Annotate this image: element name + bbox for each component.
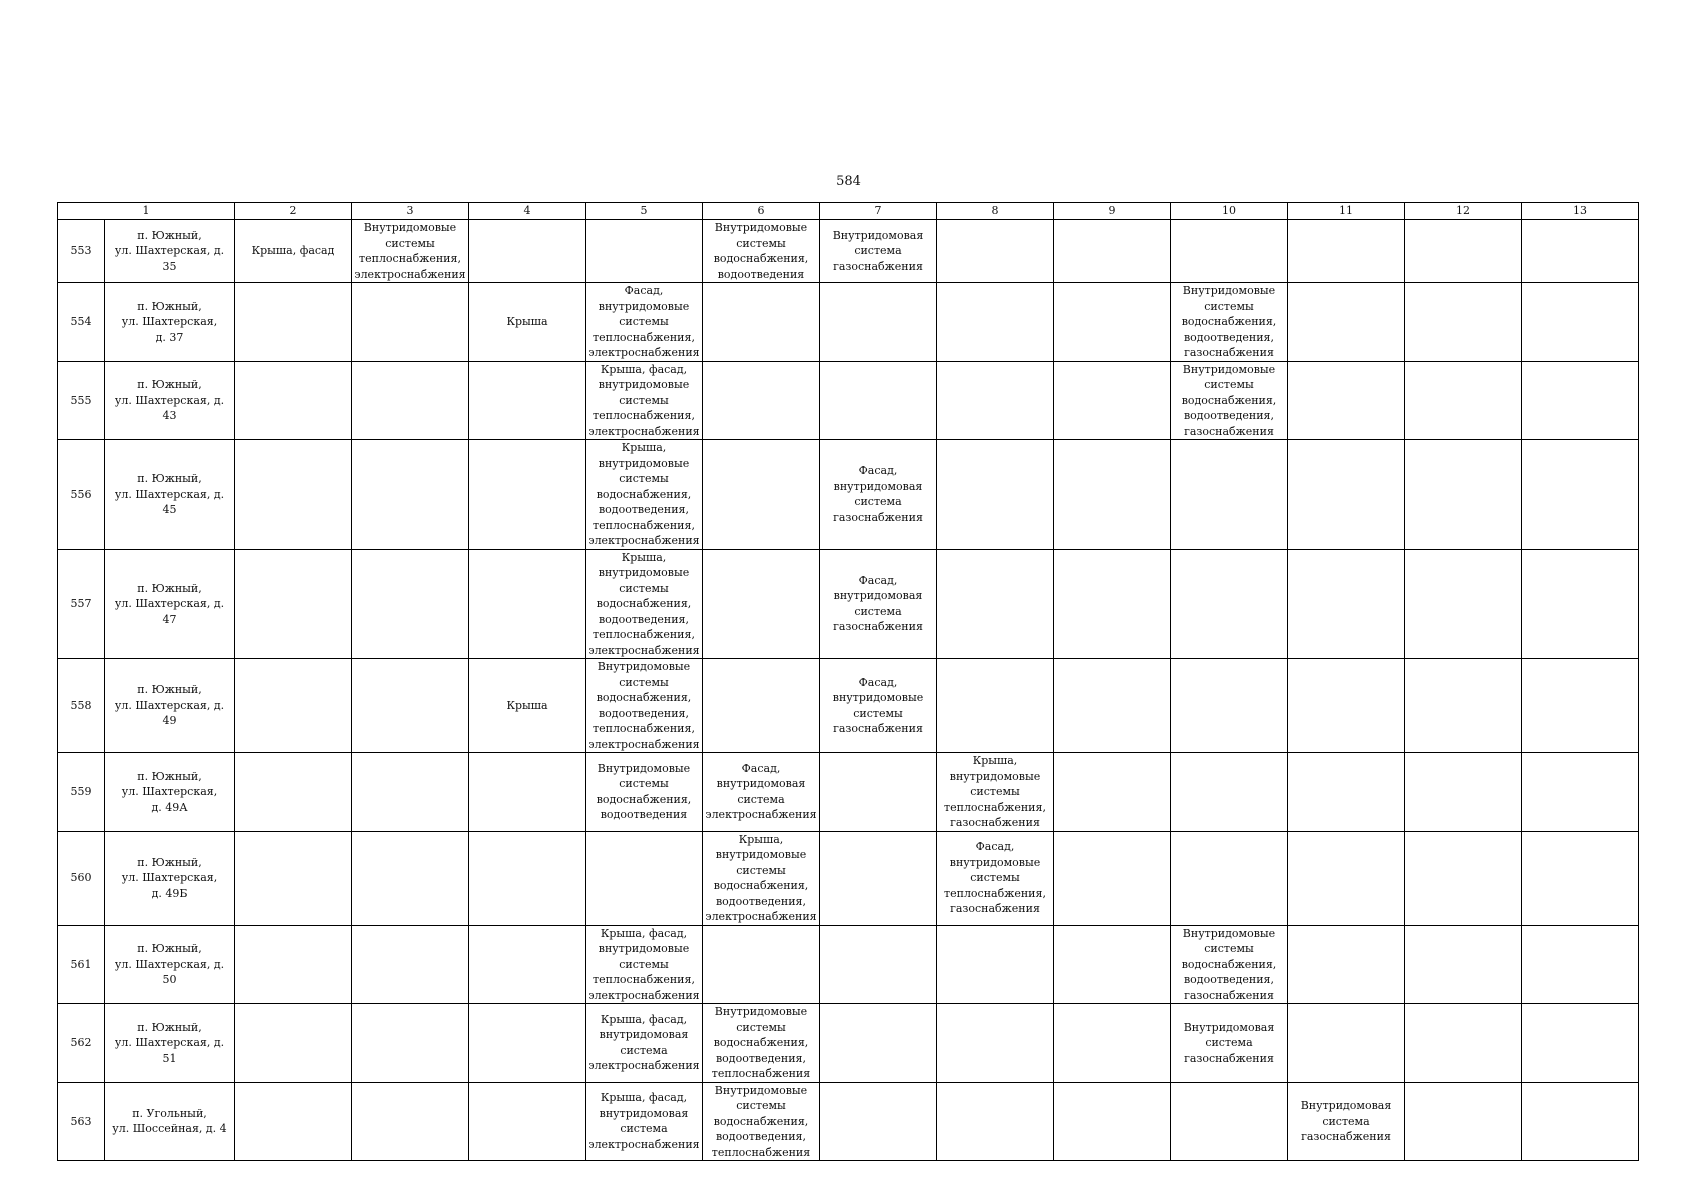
work-cell [1522,361,1639,440]
work-cell [820,361,937,440]
repair-schedule-table [57,202,1639,1161]
work-cell [352,283,469,362]
work-cell [703,659,820,753]
work-cell [703,925,820,1004]
work-cell [469,753,586,832]
work-cell [1405,220,1522,283]
work-cell: Внутридомовые системы водоснабжения, водоотведения [586,753,703,832]
work-cell: Внутридомовые системы водоснабжения, водоотведения [703,220,820,283]
work-cell [1288,283,1405,362]
table-row [58,753,1639,832]
work-cell [1288,831,1405,925]
work-cell: Внутридомовые системы водоснабжения, водоотведения, газоснабжения [1171,283,1288,362]
work-cell [235,1004,352,1083]
work-cell [469,220,586,283]
work-cell [352,1004,469,1083]
column-header: 4 [469,203,586,220]
work-cell [352,1082,469,1161]
work-cell [1054,549,1171,659]
work-cell [469,1082,586,1161]
work-cell: Крыша, внутридомовые системы водоснабжения, водоотведения, теплоснабжения, электроснабжения [586,549,703,659]
work-cell [235,440,352,550]
column-header: 13 [1522,203,1639,220]
column-header: 6 [703,203,820,220]
column-header: 5 [586,203,703,220]
work-cell [1288,659,1405,753]
work-cell [235,925,352,1004]
work-cell [703,361,820,440]
work-cell [1288,440,1405,550]
work-cell [937,549,1054,659]
work-cell: Внутридомовые системы водоснабжения, водоотведения, теплоснабжения [703,1004,820,1083]
column-number-row [58,203,1639,220]
work-cell [1288,361,1405,440]
address-cell: п. Южный, ул. Шахтерская, д. 49Б [105,831,235,925]
work-cell [235,1082,352,1161]
column-header: 12 [1405,203,1522,220]
work-cell [820,753,937,832]
work-cell [235,659,352,753]
work-cell [1288,925,1405,1004]
column-header: 8 [937,203,1054,220]
work-cell [1522,1004,1639,1083]
work-cell [937,220,1054,283]
work-cell [703,549,820,659]
work-cell [1054,440,1171,550]
row-number-cell: 554 [58,283,105,362]
address-cell: п. Южный, ул. Шахтерская, д. 37 [105,283,235,362]
work-cell [1171,1082,1288,1161]
table-row [58,361,1639,440]
work-cell [937,925,1054,1004]
address-cell: п. Южный, ул. Шахтерская, д. 47 [105,549,235,659]
work-cell: Крыша, фасад, внутридомовые системы теплоснабжения, электроснабжения [586,361,703,440]
work-cell [1405,1082,1522,1161]
work-cell [1054,925,1171,1004]
address-cell: п. Южный, ул. Шахтерская, д. 45 [105,440,235,550]
work-cell: Крыша [469,659,586,753]
work-cell [820,925,937,1004]
work-cell [1288,220,1405,283]
work-cell [937,440,1054,550]
work-cell [1405,831,1522,925]
work-cell: Крыша, фасад, внутридомовая система электроснабжения [586,1004,703,1083]
work-cell: Внутридомовые системы водоснабжения, водоотведения, газоснабжения [1171,925,1288,1004]
work-cell: Крыша, фасад, внутридомовая система электроснабжения [586,1082,703,1161]
address-cell: п. Угольный, ул. Шоссейная, д. 4 [105,1082,235,1161]
work-cell [469,549,586,659]
work-cell: Фасад, внутридомовые системы газоснабжения [820,659,937,753]
table-body [58,203,1639,1161]
work-cell [1171,440,1288,550]
work-cell: Внутридомовая система газоснабжения [1171,1004,1288,1083]
table-row [58,831,1639,925]
table-row [58,549,1639,659]
row-number-cell: 560 [58,831,105,925]
work-cell [352,361,469,440]
work-cell: Крыша, внутридомовые системы водоснабжения, водоотведения, электроснабжения [703,831,820,925]
address-cell: п. Южный, ул. Шахтерская, д. 35 [105,220,235,283]
work-cell [1405,549,1522,659]
work-cell [469,831,586,925]
work-cell: Фасад, внутридомовая система электроснабжения [703,753,820,832]
work-cell [937,283,1054,362]
row-number-cell: 562 [58,1004,105,1083]
table-row [58,1082,1639,1161]
work-cell [352,440,469,550]
work-cell [352,925,469,1004]
work-cell [820,831,937,925]
work-cell [1522,220,1639,283]
work-cell: Внутридомовая система газоснабжения [1288,1082,1405,1161]
work-cell: Фасад, внутридомовая система газоснабжения [820,549,937,659]
work-cell [937,1082,1054,1161]
work-cell [1405,283,1522,362]
work-cell [1522,283,1639,362]
work-cell [1522,549,1639,659]
work-cell: Внутридомовые системы водоснабжения, водоотведения, газоснабжения [1171,361,1288,440]
column-header: 9 [1054,203,1171,220]
work-cell: Внутридомовая система газоснабжения [820,220,937,283]
work-cell [1522,659,1639,753]
column-header: 10 [1171,203,1288,220]
work-cell [703,440,820,550]
work-cell [1054,1004,1171,1083]
work-cell [937,1004,1054,1083]
work-cell [352,753,469,832]
work-cell [1522,440,1639,550]
row-number-cell: 556 [58,440,105,550]
work-cell [1054,659,1171,753]
table-row [58,925,1639,1004]
work-cell [1054,283,1171,362]
work-cell [235,753,352,832]
work-cell: Крыша, фасад [235,220,352,283]
work-cell: Крыша, внутридомовые системы водоснабжения, водоотведения, теплоснабжения, электроснабжения [586,440,703,550]
work-cell [586,831,703,925]
work-cell [1171,831,1288,925]
work-cell [1054,753,1171,832]
work-cell [1405,1004,1522,1083]
work-cell [1171,549,1288,659]
address-cell: п. Южный, ул. Шахтерская, д. 49А [105,753,235,832]
work-cell: Фасад, внутридомовые системы теплоснабжения, газоснабжения [937,831,1054,925]
work-cell [1522,753,1639,832]
row-number-cell: 557 [58,549,105,659]
work-cell [1522,831,1639,925]
work-cell: Внутридомовые системы водоснабжения, водоотведения, теплоснабжения, электроснабжения [586,659,703,753]
work-cell [235,361,352,440]
work-cell [1288,549,1405,659]
work-cell [235,283,352,362]
table-row [58,1004,1639,1083]
table-row [58,283,1639,362]
work-cell [1054,361,1171,440]
work-cell [1522,925,1639,1004]
work-cell [235,549,352,659]
work-cell [1171,659,1288,753]
work-cell: Фасад, внутридомовые системы теплоснабжения, электроснабжения [586,283,703,362]
work-cell [820,1004,937,1083]
column-header: 1 [58,203,235,220]
work-cell [937,361,1054,440]
work-cell [1405,925,1522,1004]
work-cell [1288,753,1405,832]
work-cell [1171,220,1288,283]
column-header: 2 [235,203,352,220]
work-cell [1405,753,1522,832]
table-row [58,440,1639,550]
row-number-cell: 553 [58,220,105,283]
work-cell [1054,220,1171,283]
work-cell [469,440,586,550]
work-cell [703,283,820,362]
work-cell [352,831,469,925]
page-number: 584 [836,174,861,189]
work-cell: Фасад, внутридомовая система газоснабжения [820,440,937,550]
column-header: 3 [352,203,469,220]
work-cell [1054,831,1171,925]
work-cell [937,659,1054,753]
work-cell [586,220,703,283]
work-cell [352,549,469,659]
work-cell [1288,1004,1405,1083]
work-cell [1405,659,1522,753]
work-cell [352,659,469,753]
work-cell: Внутридомовые системы теплоснабжения, электроснабжения [352,220,469,283]
work-cell: Крыша [469,283,586,362]
row-number-cell: 561 [58,925,105,1004]
table-row [58,220,1639,283]
work-cell [1171,753,1288,832]
work-cell [820,283,937,362]
work-cell [469,925,586,1004]
column-header: 7 [820,203,937,220]
address-cell: п. Южный, ул. Шахтерская, д. 50 [105,925,235,1004]
row-number-cell: 563 [58,1082,105,1161]
work-cell [1405,440,1522,550]
work-cell [1405,361,1522,440]
table-row [58,659,1639,753]
work-cell: Внутридомовые системы водоснабжения, водоотведения, теплоснабжения [703,1082,820,1161]
work-cell [1522,1082,1639,1161]
address-cell: п. Южный, ул. Шахтерская, д. 49 [105,659,235,753]
row-number-cell: 559 [58,753,105,832]
address-cell: п. Южный, ул. Шахтерская, д. 43 [105,361,235,440]
work-cell [1054,1082,1171,1161]
address-cell: п. Южный, ул. Шахтерская, д. 51 [105,1004,235,1083]
row-number-cell: 558 [58,659,105,753]
work-cell [235,831,352,925]
column-header: 11 [1288,203,1405,220]
work-cell [820,1082,937,1161]
work-cell: Крыша, внутридомовые системы теплоснабжения, газоснабжения [937,753,1054,832]
work-cell [469,361,586,440]
work-cell [469,1004,586,1083]
row-number-cell: 555 [58,361,105,440]
work-cell: Крыша, фасад, внутридомовые системы теплоснабжения, электроснабжения [586,925,703,1004]
